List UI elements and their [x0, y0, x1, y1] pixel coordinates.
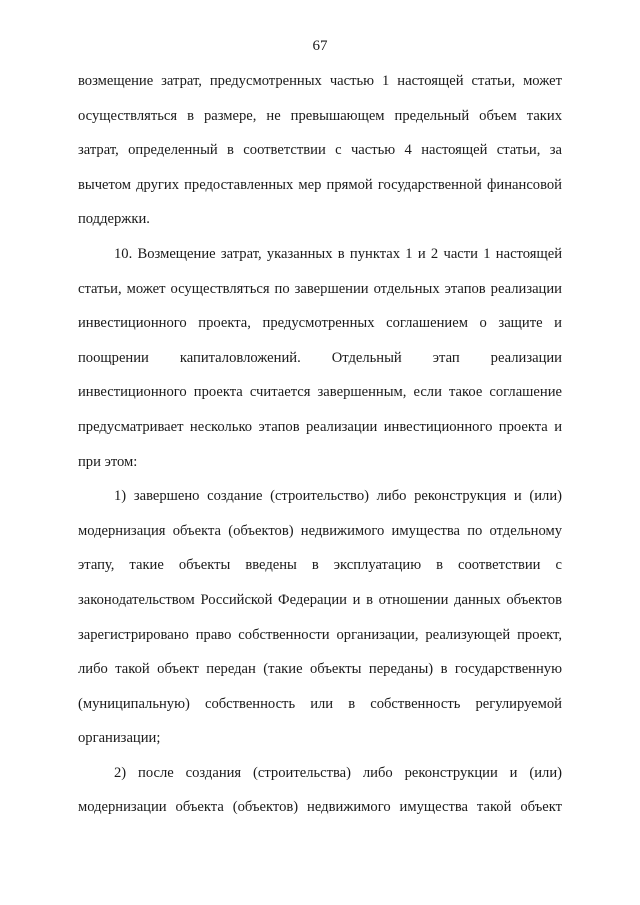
paragraph-item-10: 10. Возмещение затрат, указанных в пунктах 1 и 2 части 1 настоящей статьи, может осуществляться по завершении отдельных этапов реализации инвестиционного проекта, предусмотренных соглашением о защите и поощрении капиталовложений. Отдельный этап реализации инвестиционного проекта считается завершенным, если такое соглашение предусматривает несколько этапов реализации инвестиционного проекта и при этом: [78, 245, 562, 470]
document-body [78, 64, 562, 825]
paragraph-subitem-1: 1) завершено создание (строительство) либо реконструкция и (или) модернизация объекта (объектов) недвижимого имущества по отдельному этапу, такие объекты введены в эксплуатацию в соответствии с законодательством Российской Федерации и в отношении данных объектов зарегистрировано право собственности организации, реализующей проект, либо такой объект передан (такие объекты переданы) в государственную (муниципальную) собственность или в собственность регулируемой организации; [78, 488, 562, 747]
paragraph-subitem-2: 2) после создания (строительства) либо реконструкции и (или) модернизации объекта (объектов) недвижимого имущества такой объект [78, 764, 562, 816]
page-number: 67 [312, 38, 328, 54]
paragraph-continuation: возмещение затрат, предусмотренных частью 1 настоящей статьи, может осуществляться в размере, не превышающем предельный объем таких затрат, определенный в соответствии с частью 4 настоящей статьи, за вычетом других предоставленных мер прямой государственной финансовой поддержки. [78, 73, 562, 228]
